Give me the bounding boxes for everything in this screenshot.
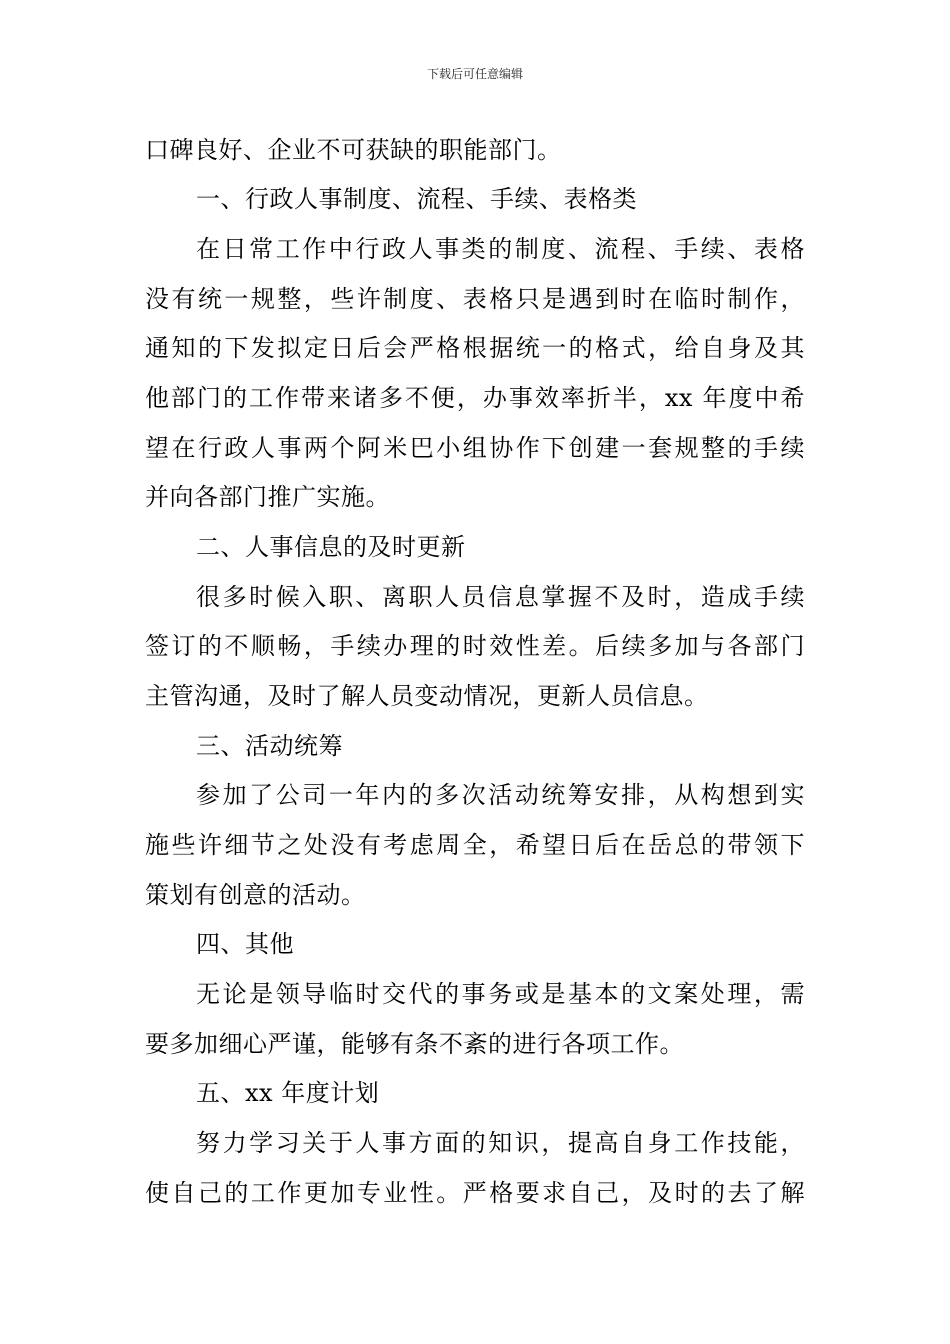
section-heading: 二、人事信息的及时更新 xyxy=(196,533,466,561)
section-heading: 三、活动统筹 xyxy=(196,732,343,760)
section-heading: 一、行政人事制度、流程、手续、表格类 xyxy=(196,185,637,213)
paragraph-line: 通知的下发拟定日后会严格根据统一的格式，给自身及其 xyxy=(145,334,805,362)
header-note: 下载后可任意编辑 xyxy=(426,67,523,81)
paragraph-line: 无论是领导临时交代的事务或是基本的文案处理，需 xyxy=(196,980,805,1008)
paragraph-line: 主管沟通，及时了解人员变动情况，更新人员信息。 xyxy=(145,682,709,710)
paragraph-line: 很多时候入职、离职人员信息掌握不及时，造成手续 xyxy=(196,583,805,611)
section-heading: 四、其他 xyxy=(196,930,294,958)
paragraph-line: 并向各部门推广实施。 xyxy=(145,483,390,511)
section-heading: 五、xx 年度计划 xyxy=(196,1079,380,1107)
paragraph-line: 望在行政人事两个阿米巴小组协作下创建一套规整的手续 xyxy=(145,434,805,462)
paragraph-line: 签订的不顺畅，手续办理的时效性差。后续多加与各部门 xyxy=(145,632,805,660)
paragraph-line: 努力学习关于人事方面的知识，提高自身工作技能， xyxy=(196,1129,805,1157)
paragraph-line: 使自己的工作更加专业性。严格要求自己，及时的去了解 xyxy=(145,1179,805,1207)
paragraph-line: 策划有创意的活动。 xyxy=(145,881,366,909)
paragraph-line: 在日常工作中行政人事类的制度、流程、手续、表格 xyxy=(196,235,805,263)
paragraph-line: 参加了公司一年内的多次活动统筹安排，从构想到实 xyxy=(196,781,805,809)
paragraph-line: 没有统一规整，些许制度、表格只是遇到时在临时制作， xyxy=(145,285,805,313)
paragraph-line: 施些许细节之处没有考虑周全，希望日后在岳总的带领下 xyxy=(145,831,805,859)
paragraph-line: 他部门的工作带来诸多不便，办事效率折半，xx 年度中希 xyxy=(145,384,805,412)
paragraph-line: 口碑良好、企业不可获缺的职能部门。 xyxy=(145,136,562,164)
paragraph-line: 要多加细心严谨，能够有条不紊的进行各项工作。 xyxy=(145,1030,684,1058)
